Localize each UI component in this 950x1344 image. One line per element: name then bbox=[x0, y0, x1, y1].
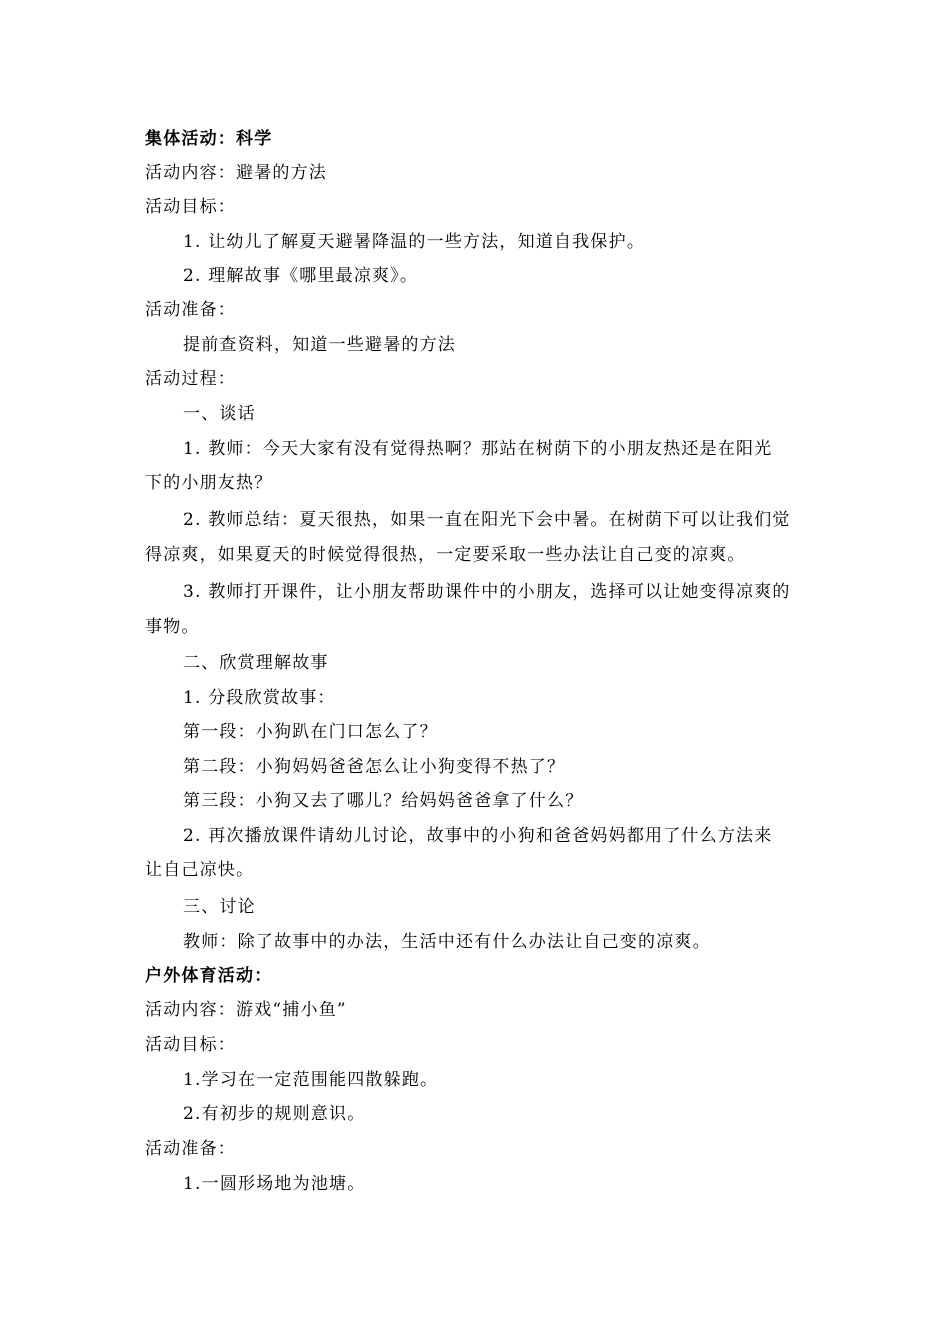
part2-seg1: 第一段：小狗趴在门口怎么了？ bbox=[183, 722, 438, 742]
part3-item1: 教师：除了故事中的办法，生活中还有什么办法让自己变的凉爽。 bbox=[183, 932, 711, 952]
science-goal-label: 活动目标： bbox=[145, 197, 236, 217]
science-content: 活动内容：避暑的方法 bbox=[145, 163, 327, 183]
science-goal-1: 1. 让幼儿了解夏天避暑降温的一些方法，知道自我保护。 bbox=[183, 232, 646, 252]
science-heading: 集体活动：科学 bbox=[145, 129, 273, 149]
science-process-label: 活动过程： bbox=[145, 369, 236, 389]
outdoor-content: 活动内容：游戏“捕小鱼” bbox=[145, 1000, 347, 1020]
science-goal-2: 2. 理解故事《哪里最凉爽》。 bbox=[183, 266, 419, 286]
outdoor-goal-2: 2.有初步的规则意识。 bbox=[183, 1104, 366, 1124]
outdoor-prep-1: 1.一圆形场地为池塘。 bbox=[183, 1174, 366, 1194]
science-prep-1: 提前查资料，知道一些避暑的方法 bbox=[183, 335, 456, 355]
part1-item1-b: 下的小朋友热？ bbox=[145, 473, 273, 493]
part2-item2-b: 让自己凉快。 bbox=[145, 860, 255, 880]
outdoor-prep-label: 活动准备： bbox=[145, 1139, 236, 1159]
part1-title: 一、谈话 bbox=[183, 404, 256, 424]
part2-seg2: 第二段：小狗妈妈爸爸怎么让小狗变得不热了？ bbox=[183, 757, 566, 777]
part2-item1: 1. 分段欣赏故事： bbox=[183, 688, 336, 708]
part1-item2-a: 2. 教师总结：夏天很热，如果一直在阳光下会中暑。在树荫下可以让我们觉 bbox=[183, 510, 791, 530]
part2-title: 二、欣赏理解故事 bbox=[183, 653, 329, 673]
part2-item2-a: 2. 再次播放课件请幼儿讨论，故事中的小狗和爸爸妈妈都用了什么方法来 bbox=[183, 826, 773, 846]
part3-title: 三、讨论 bbox=[183, 897, 256, 917]
part1-item2-b: 得凉爽，如果夏天的时候觉得很热，一定要采取一些办法让自己变的凉爽。 bbox=[145, 545, 746, 565]
science-prep-label: 活动准备： bbox=[145, 300, 236, 320]
part1-item3-b: 事物。 bbox=[145, 617, 200, 637]
part1-item3-a: 3. 教师打开课件，让小朋友帮助课件中的小朋友，选择可以让她变得凉爽的 bbox=[183, 582, 791, 602]
outdoor-goal-label: 活动目标： bbox=[145, 1035, 236, 1055]
outdoor-goal-1: 1.学习在一定范围能四散躲跑。 bbox=[183, 1070, 439, 1090]
part2-seg3: 第三段：小狗又去了哪儿？给妈妈爸爸拿了什么？ bbox=[183, 791, 584, 811]
part1-item1-a: 1. 教师：今天大家有没有觉得热啊？那站在树荫下的小朋友热还是在阳光 bbox=[183, 439, 773, 459]
outdoor-heading: 户外体育活动： bbox=[145, 966, 273, 986]
